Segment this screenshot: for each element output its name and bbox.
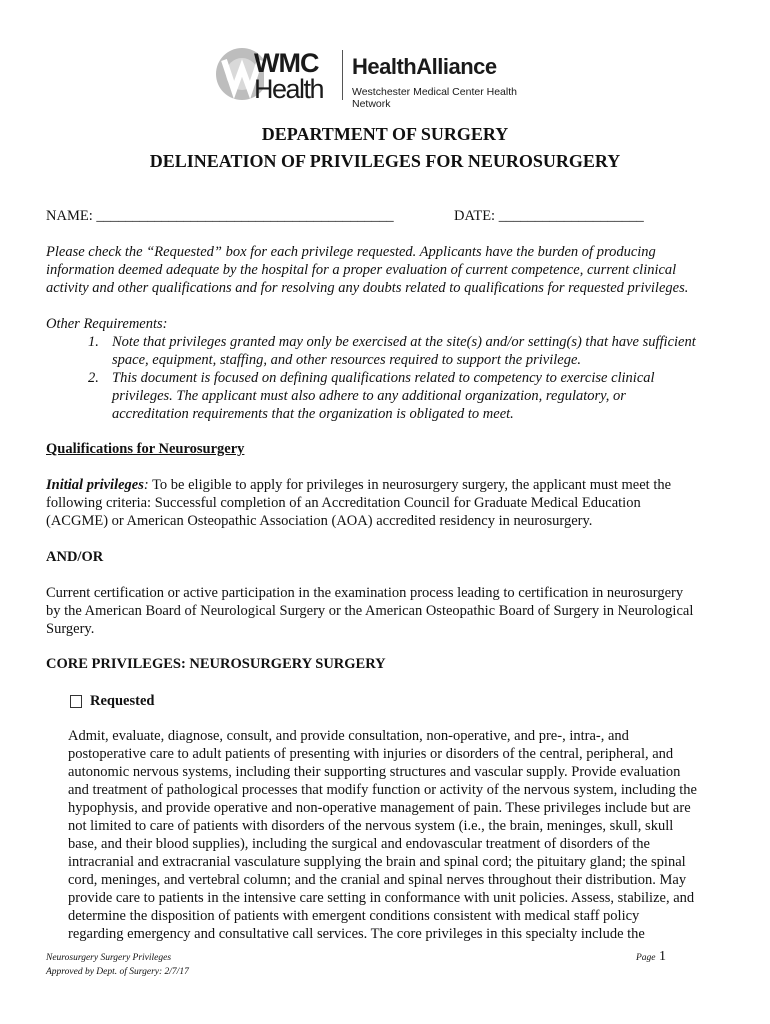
and-or-label: AND/OR xyxy=(46,549,104,565)
certification-line-1: Current certification or active participation in the examination process leading to certification in neurosurgery xyxy=(46,585,684,601)
requested-label: Requested xyxy=(90,693,155,709)
logo-divider xyxy=(342,50,343,100)
core-line: not limited to care of patients with disorders of the nervous system (i.e., the brain, meninges, skull, skull xyxy=(68,818,674,834)
title-line-2: DELINEATION OF PRIVILEGES FOR NEUROSURGERY xyxy=(149,151,621,171)
core-privileges-heading: CORE PRIVILEGES: NEUROSURGERY SURGERY xyxy=(46,656,386,672)
footer-approval: Approved by Dept. of Surgery: 2/7/17 xyxy=(46,967,189,977)
core-line: autonomic nervous systems, including their supporting structures and vascular supply. Provide evaluation xyxy=(68,764,681,780)
core-line: base, and their blood supplies), including the surgical and endovascular treatment of disorders of the xyxy=(68,836,650,852)
core-line: intracranial and extracranial vasculature supplying the brain and spinal cord; the pituitary gland; the spinal xyxy=(68,854,686,870)
core-line: provide care to patients in the intensive care setting in conformance with unit policies. Assess, stabilize, and xyxy=(68,890,695,906)
certification-line-3: Surgery. xyxy=(46,621,95,637)
initial-privileges-line-3: (ACGME) or American Osteopathic Association (AOA) accredited residency in neurosurgery. xyxy=(46,513,593,529)
instructions-line-1: Please check the “Requested” box for each privilege requested. Applicants have the burden of producing xyxy=(46,244,656,260)
core-line: cord, meninges, and vertebral column; and the cranial and spinal nerves throughout their distribution. May xyxy=(68,872,687,888)
requirement-1-number: 1. xyxy=(88,334,99,350)
logo-health-text: Health xyxy=(254,74,324,104)
initial-privileges-colon: : xyxy=(143,477,149,493)
core-line: Admit, evaluate, diagnose, consult, and provide consultation, non-operative, and pre-, intra-, and xyxy=(68,728,629,744)
core-line: regarding emergency and consultative call services. The core privileges in this specialty include the xyxy=(68,926,645,942)
requirement-2-line-3: accreditation requirements that the organization is obligated to meet. xyxy=(112,406,514,422)
initial-privileges-line-2: following criteria: Successful completion of an Accreditation Council for Graduate Medical Education xyxy=(46,495,641,511)
footer-page-number: 1 xyxy=(659,949,667,964)
requirement-1-line-1: Note that privileges granted may only be exercised at the site(s) and/or setting(s) that have sufficient xyxy=(112,334,696,350)
other-requirements-heading: Other Requirements: xyxy=(46,316,168,332)
logo-wmc-text: WMC xyxy=(254,48,319,78)
initial-privileges-text: To be eligible to apply for privileges in neurosurgery surgery, the applicant must meet the xyxy=(148,477,672,493)
initial-privileges-line-1 xyxy=(46,476,726,494)
footer-document-name: Neurosurgery Surgery Privileges xyxy=(46,953,172,963)
core-line: determine the disposition of patients with emergent conditions consistent with medical staff policy xyxy=(68,908,640,924)
core-line: and treatment of pathological processes that modify function or activity of the nervous system, including the xyxy=(68,782,697,798)
requirement-2-line-1: This document is focused on defining qualifications related to competency to exercise clinical xyxy=(112,370,655,386)
header-logo xyxy=(216,44,556,110)
qualifications-heading: Qualifications for Neurosurgery xyxy=(46,441,245,457)
footer-page-label: Page xyxy=(636,953,656,963)
date-field[interactable]: DATE: ____________________ xyxy=(454,208,644,224)
core-line: postoperative care to adult patients of presenting with injuries or disorders of the central, peripheral, and xyxy=(68,746,674,762)
requirement-2-number: 2. xyxy=(88,370,99,386)
requirements-list xyxy=(88,333,748,423)
requirement-1-line-2: space, equipment, staffing, and other resources required to support the privilege. xyxy=(112,352,582,368)
certification-line-2: by the American Board of Neurological Surgery or the American Osteopathic Board of Surgery in Neurological xyxy=(46,603,694,619)
core-line: hypophysis, and provide operative and non-operative management of pain. These privileges include but are xyxy=(68,800,691,816)
initial-privileges-label: Initial privileges xyxy=(46,477,144,493)
title-line-1: DEPARTMENT OF SURGERY xyxy=(261,124,509,144)
logo-healthalliance-text: HealthAlliance xyxy=(352,54,497,79)
requested-checkbox[interactable] xyxy=(70,695,82,708)
logo-subtitle: Westchester Medical Center Health Network xyxy=(352,86,517,110)
instructions-line-3: activity and other qualifications and for resolving any doubts related to qualifications for requested privileges. xyxy=(46,280,689,296)
core-privileges-description xyxy=(68,727,748,943)
instructions-line-2: information deemed adequate by the hospital for a proper evaluation of current competence, current clinical xyxy=(46,262,677,278)
footer-page xyxy=(636,949,666,965)
requirement-2-line-2: privileges. The applicant must also adhere to any additional organization, regulatory, or xyxy=(112,388,626,404)
name-field[interactable]: NAME: _________________________________________ xyxy=(46,208,394,224)
